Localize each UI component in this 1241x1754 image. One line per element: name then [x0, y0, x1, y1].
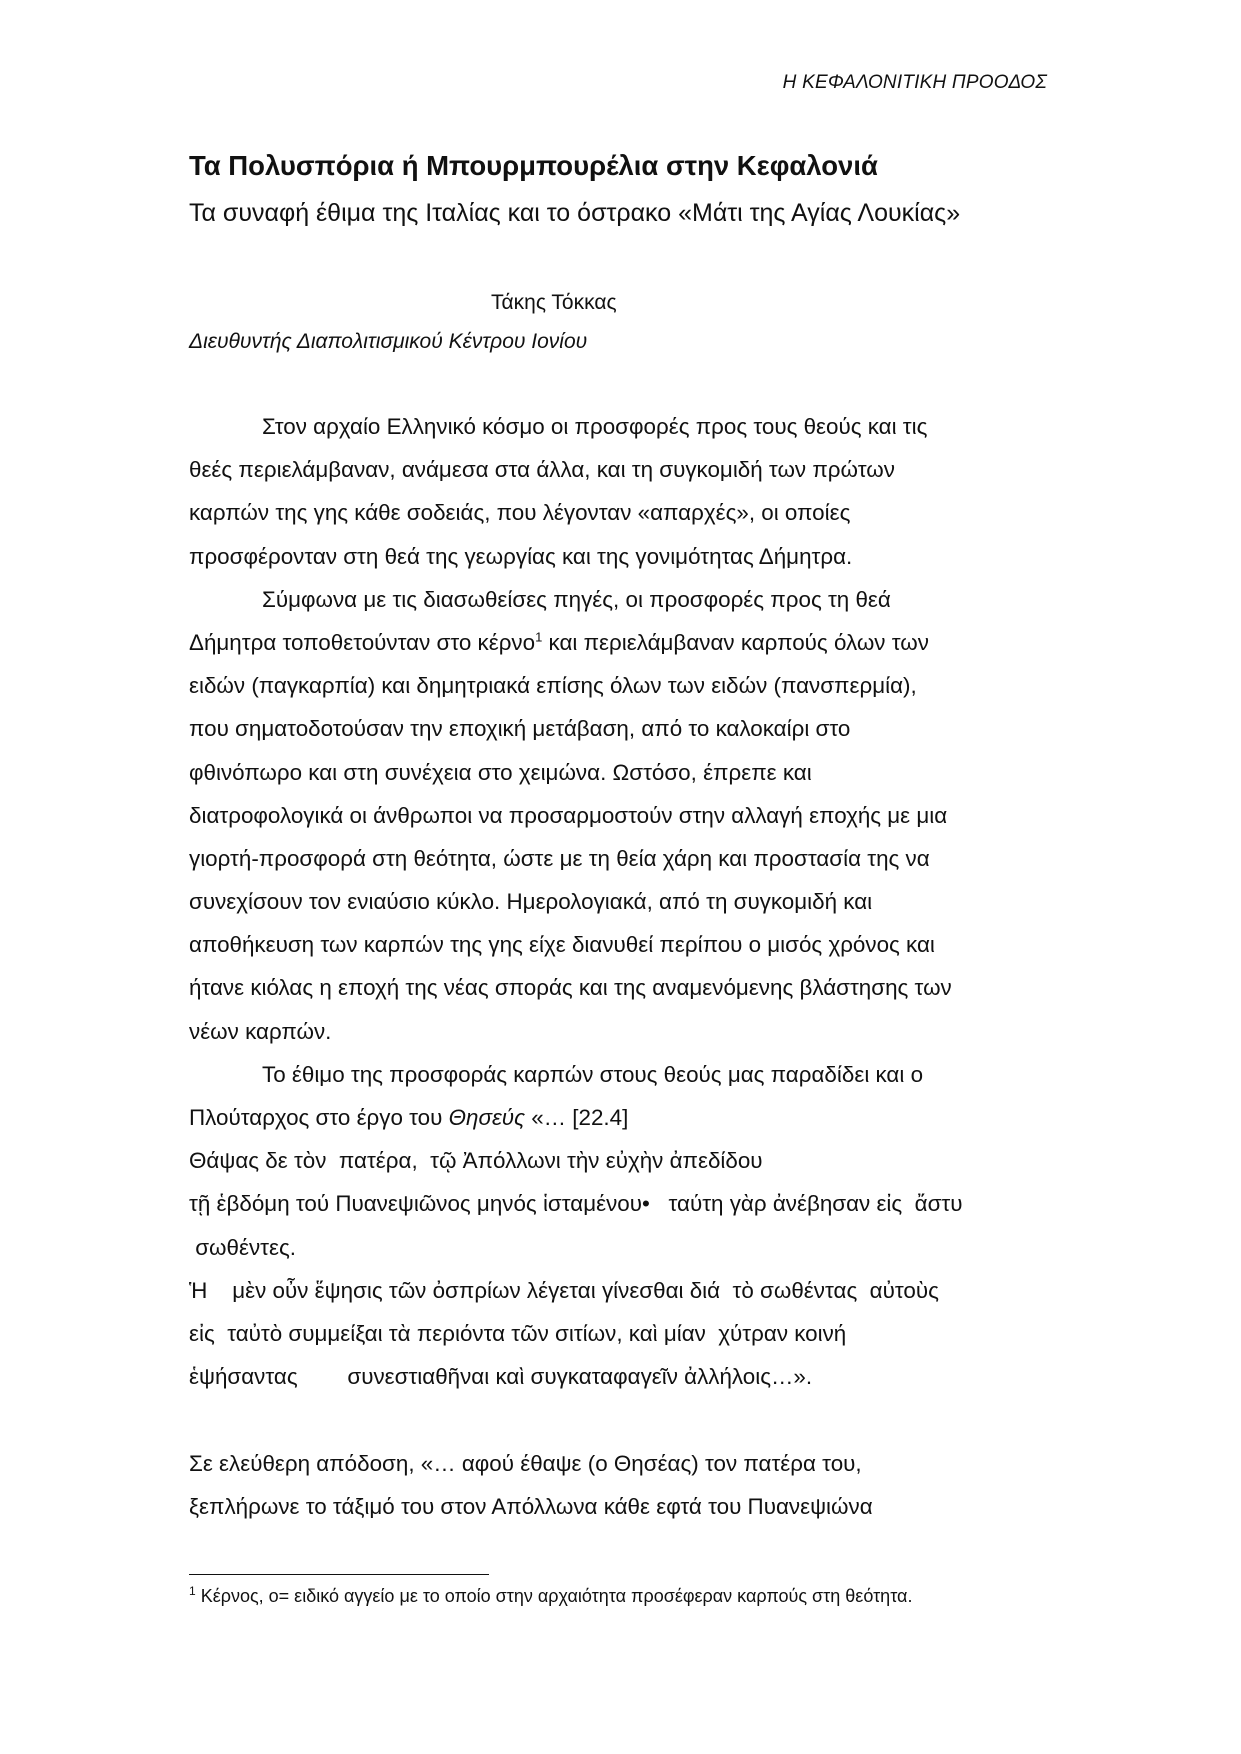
text-run: «… [22.4] [525, 1105, 629, 1130]
quote-line: τῇ ἑβδόμη τού Πυανεψιῶνος μηνός ἱσταμένου• ταύτη γὰρ ἀνέβησαν εἰς ἄστυ [189, 1191, 963, 1217]
author-name: Τάκης Τόκκας [491, 291, 617, 314]
body-line: γιορτή-προσφορά στη θεότητα, ώστε με τη θεία χάρη και προστασία της να [189, 845, 930, 871]
footnote-number: 1 [189, 1584, 196, 1598]
text-run: Δήμητρα τοποθετούνταν στο κέρνο [189, 629, 536, 655]
author-affiliation: Διευθυντής Διαπολιτισμικού Κέντρου Ιονίου [189, 330, 588, 353]
body-line: Στον αρχαίο Ελληνικό κόσμο οι προσφορές προς τους θεούς και τις [262, 414, 928, 439]
body-line [189, 1096, 1069, 1139]
running-header: Η ΚΕΦΑΛΟΝΙΤΙΚΗ ΠΡΟΟΔΟΣ [782, 72, 1047, 93]
work-title: Θησεύς [448, 1105, 525, 1130]
quote-line: σωθέντες. [189, 1234, 296, 1260]
text-run: και περιελάμβαναν καρπούς όλων των [542, 629, 929, 655]
body-line: προσφέρονταν στη θεά της γεωργίας και της γονιμότητας Δήμητρα. [189, 543, 853, 569]
body-line: ξεπλήρωνε το τάξιμό του στον Απόλλωνα κάθε εφτά του Πυανεψιώνα [189, 1493, 873, 1519]
body-line: Σύμφωνα με τις διασωθείσες πηγές, οι προσφορές προς τη θεά [262, 586, 891, 612]
paragraph-gap [189, 1398, 1069, 1441]
text-run: Πλούταρχος στο έργο του [189, 1105, 449, 1130]
quote-line: Θάψας δε τὸν πατέρα, τῷ Ἀπόλλωνι τὴν εὐχὴν ἀπεδίδου [189, 1148, 763, 1174]
body-line: ήτανε κιόλας η εποχή της νέας σποράς και της αναμενόμενης βλάστησης των [189, 975, 952, 1001]
body-line: αποθήκευση των καρπών της γης είχε διανυθεί περίπου ο μισός χρόνος και [189, 932, 935, 958]
quote-line: εἰς ταὐτὸ συμμείξαι τὰ περιόντα τῶν σιτίων, καὶ μίαν χύτραν κοινή [189, 1320, 847, 1346]
body-line: διατροφολογικά οι άνθρωποι να προσαρμοστούν στην αλλαγή εποχής με μια [189, 802, 948, 828]
body-line: καρπών της γης κάθε σοδειάς, που λέγονταν «απαρχές», οι οποίες [189, 500, 851, 526]
body-line: φθινόπωρο και στη συνέχεια στο χειμώνα. Ωστόσο, έπρεπε και [189, 759, 812, 785]
quote-line: ἑψήσαντας συνεστιαθῆναι καὶ συγκαταφαγεῖν ἀλλήλοις…». [189, 1364, 813, 1390]
body-line: θεές περιελάμβαναν, ανάμεσα στα άλλα, και τη συγκομιδή των πρώτων [189, 457, 895, 483]
body-line: νέων καρπών. [189, 1018, 332, 1044]
body-line [189, 621, 1069, 664]
article-subtitle: Τα συναφή έθιμα της Ιταλίας και το όστρακο «Μάτι της Αγίας Λουκίας» [189, 199, 961, 227]
footnote-ref: 1 [535, 629, 543, 645]
body-line: Το έθιμο της προσφοράς καρπών στους θεούς μας παραδίδει και ο [262, 1061, 924, 1087]
body-line: συνεχίσουν τον ενιαύσιο κύκλο. Ημερολογιακά, από τη συγκομιδή και [189, 889, 873, 915]
body-line: ειδών (παγκαρπία) και δημητριακά επίσης όλων των ειδών (πανσπερμία), [189, 673, 917, 699]
footnote-separator [189, 1574, 489, 1575]
quote-line: Ἡ μὲν οὖν ἕψησις τῶν ὀσπρίων λέγεται γίνεσθαι διά τὸ σωθέντας αὐτοὺς [189, 1277, 939, 1303]
body-line: Σε ελεύθερη απόδοση, «… αφού έθαψε (ο Θησέας) τον πατέρα του, [189, 1450, 862, 1476]
article-title: Τα Πολυσπόρια ή Μπουρμπουρέλια στην Κεφαλονιά [189, 150, 878, 181]
article-body [189, 405, 1069, 1528]
body-line: που σηματοδοτούσαν την εποχική μετάβαση, από το καλοκαίρι στο [189, 716, 851, 742]
footnote-text: Κέρνος, ο= ειδικό αγγείο με το οποίο στην αρχαιότητα προσέφεραν καρπούς στη θεότητα. [195, 1586, 913, 1606]
footnote [189, 1586, 912, 1607]
